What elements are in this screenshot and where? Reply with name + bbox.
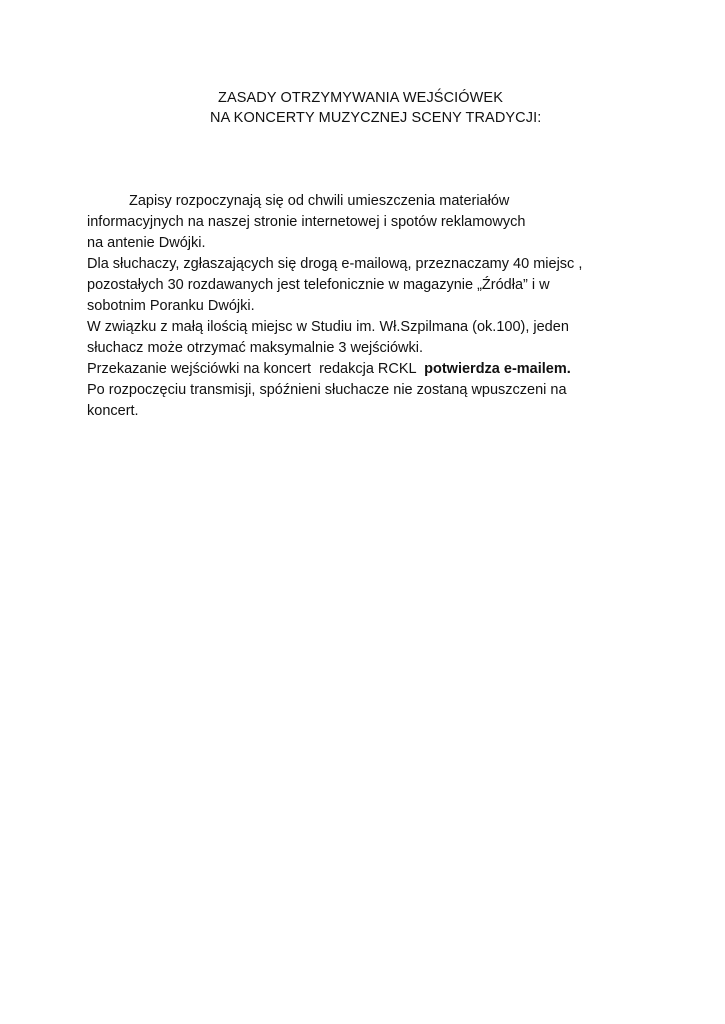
body-line-text: Przekazanie wejściówki na koncert redakcja RCKL — [87, 361, 425, 377]
body-line: Po rozpoczęciu transmisji, spóźnieni słuchacze nie zostaną wpuszczeni na — [87, 382, 567, 398]
body-line: informacyjnych na naszej stronie internetowej i spotów reklamowych — [87, 214, 526, 230]
body-line: pozostałych 30 rozdawanych jest telefonicznie w magazynie „Źródła” i w — [87, 277, 550, 293]
body-line-with-bold — [87, 359, 647, 380]
body-line: Dla słuchaczy, zgłaszających się drogą e-mailową, przeznaczamy 40 miejsc , — [87, 256, 583, 272]
body-line: sobotnim Poranku Dwójki. — [87, 298, 255, 314]
body-line: na antenie Dwójki. — [87, 235, 206, 251]
bold-phrase: potwierdza e-mailem. — [424, 361, 571, 377]
body-line: Zapisy rozpoczynają się od chwili umieszczenia materiałów — [129, 193, 510, 209]
document-title — [0, 88, 725, 128]
body-line: W związku z małą ilością miejsc w Studiu im. Wł.Szpilmana (ok.100), jeden — [87, 319, 569, 335]
document-body — [87, 191, 647, 422]
title-line-2: NA KONCERTY MUZYCZNEJ SCENY TRADYCJI: — [210, 110, 542, 126]
body-line: słuchacz może otrzymać maksymalnie 3 wejściówki. — [87, 340, 424, 356]
body-line: koncert. — [87, 403, 139, 419]
title-line-1: ZASADY OTRZYMYWANIA WEJŚCIÓWEK — [218, 90, 503, 106]
